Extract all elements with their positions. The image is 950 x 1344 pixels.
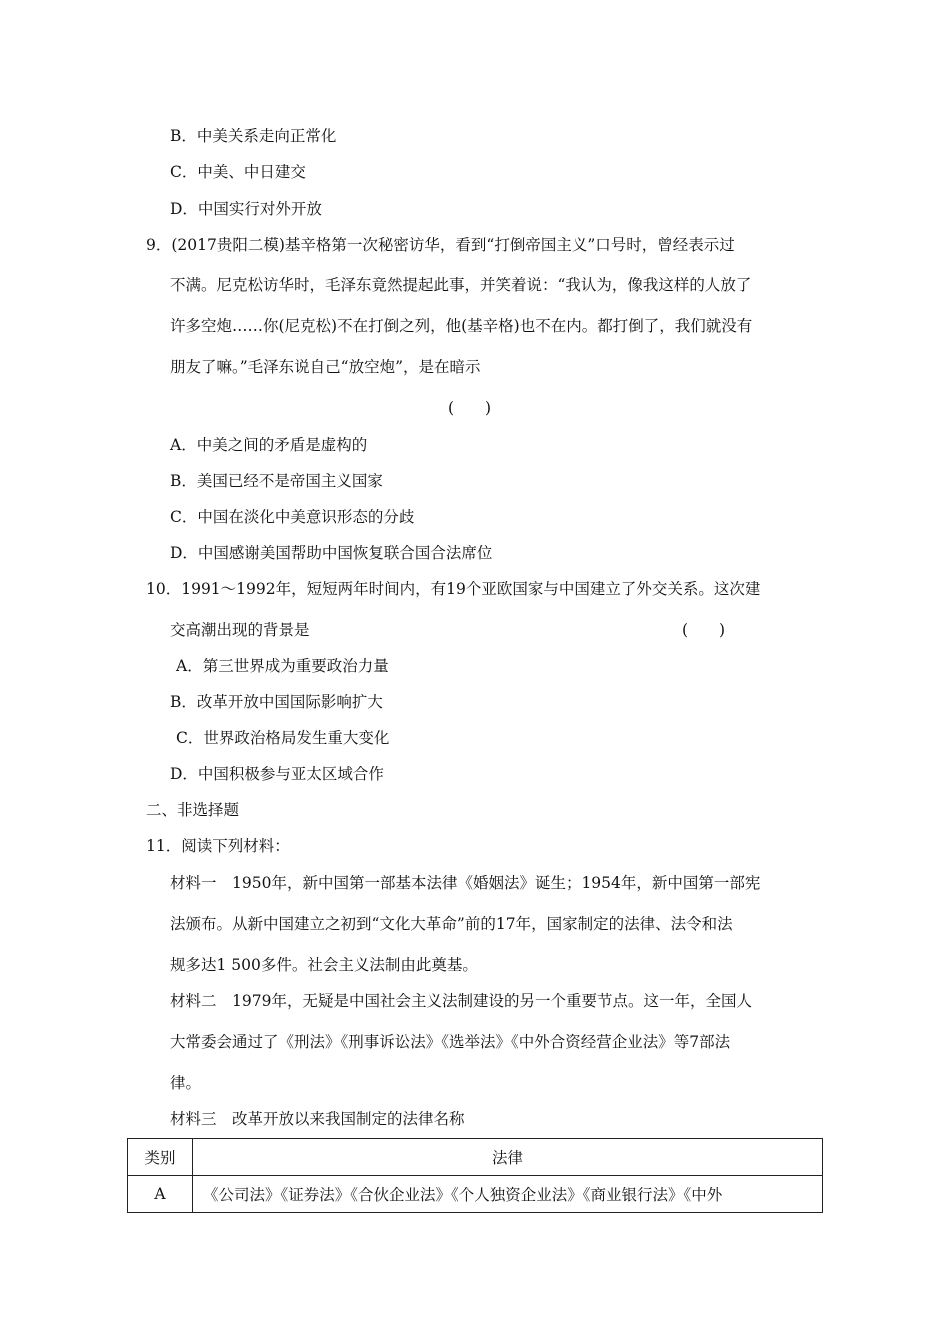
q10-option-d: D．中国积极参与亚太区域合作 [170,765,384,783]
q11-intro: 11．阅读下列材料： [146,837,290,855]
q10-option-b: B．改革开放中国国际影响扩大 [170,693,383,711]
q11-material3-title: 材料三 改革开放以来我国制定的法律名称 [170,1110,465,1128]
q9-stem-line2: 不满。尼克松访华时，毛泽东竟然提起此事，并笑着说：“我认为，像我这样的人放了 [170,276,752,294]
q10-stem-line1: 10．1991～1992年，短短两年时间内，有19个亚欧国家与中国建立了外交关系。这次建 [146,580,761,598]
table-header-category: 类别 [128,1139,193,1176]
q11-material2-line3: 律。 [170,1074,202,1092]
law-table [127,1138,823,1213]
q11-material1-line1: 材料一 1950年，新中国第一部基本法律《婚姻法》诞生；1954年，新中国第一部宪 [170,874,761,892]
table-header-row [128,1139,823,1176]
section-heading: 二、非选择题 [146,801,240,819]
q11-material2-line1: 材料二 1979年，无疑是中国社会主义法制建设的另一个重要节点。这一年，全国人 [170,992,752,1010]
q11-material1-line3: 规多达1 500多件。社会主义法制由此奠基。 [170,956,478,974]
table-row [128,1176,823,1213]
q10-option-c: C．世界政治格局发生重大变化 [176,729,390,747]
q11-material2-line2: 大常委会通过了《刑法》《刑事诉讼法》《选举法》《中外合资经营企业法》等7部法 [170,1033,731,1051]
q9-answer-blank: ( ) [448,399,492,417]
table-cell-category: A [128,1176,193,1213]
q9-stem-line4: 朋友了嘛。”毛泽东说自己“放空炮”，是在暗示 [170,358,481,376]
q10-option-a: A．第三世界成为重要政治力量 [176,657,389,675]
q9-stem-line1: 9．(2017贵阳二模)基辛格第一次秘密访华，看到“打倒帝国主义”口号时，曾经表示过 [146,236,735,254]
table-cell-laws: 《公司法》《证券法》《合伙企业法》《个人独资企业法》《商业银行法》《中外 [193,1176,823,1213]
q10-stem-line2: 交高潮出现的背景是 [170,621,310,639]
q9-option-b: B．美国已经不是帝国主义国家 [170,472,383,490]
q9-option-a: A．中美之间的矛盾是虚构的 [170,436,368,454]
table-header-law: 法律 [193,1139,823,1176]
q9-stem-line3: 许多空炮……你(尼克松)不在打倒之列，他(基辛格)也不在内。都打倒了，我们就没有 [170,317,753,335]
q11-material1-line2: 法颁布。从新中国建立之初到“文化大革命”前的17年，国家制定的法律、法令和法 [170,915,733,933]
q8-option-c: C．中美、中日建交 [170,163,306,181]
q9-option-c: C．中国在淡化中美意识形态的分歧 [170,508,415,526]
q10-answer-blank: ( ) [682,621,726,639]
q8-option-d: D．中国实行对外开放 [170,200,322,218]
q9-option-d: D．中国感谢美国帮助中国恢复联合国合法席位 [170,544,493,562]
q8-option-b: B．中美关系走向正常化 [170,127,337,145]
